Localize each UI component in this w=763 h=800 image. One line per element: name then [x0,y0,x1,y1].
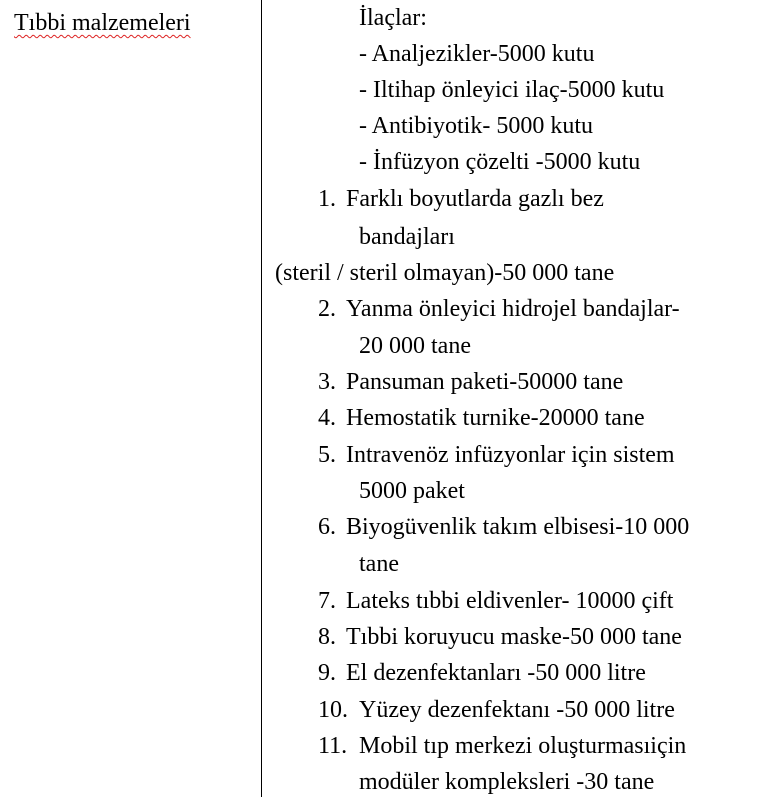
row-label-text: Tıbbi malzemeleri [14,10,191,36]
list-item-number: 4. [318,405,336,431]
list-item-number: 11. [318,733,348,759]
list-item-number: 5. [318,442,336,468]
list-item-number: 9. [318,660,336,686]
list-item-text: Tıbbi koruyucu maske-50 000 tane [346,624,682,650]
list-item-number: 8. [318,624,336,650]
list-item-number: 1. [318,186,336,212]
list-item-text: Biyogüvenlik takım elbisesi-10 000 [346,514,690,540]
drug-item: - Analjezikler-5000 kutu [359,41,595,67]
drugs-heading: İlaçlar: [359,5,427,31]
list-item-number: 10. [318,697,348,723]
drug-item: - İnfüzyon çözelti -5000 kutu [359,149,641,175]
list-item-number: 7. [318,588,336,614]
list-item-text: Intravenöz infüzyonlar için sistem [346,442,675,468]
drug-item: - Iltihap önleyici ilaç-5000 kutu [359,77,665,103]
list-item-text: Pansuman paketi-50000 tane [346,369,624,395]
list-item-text: Yüzey dezenfektanı -50 000 litre [359,697,675,723]
list-item-number: 2. [318,296,336,322]
list-item-text: modüler kompleksleri -30 tane [359,769,655,795]
list-item-text: El dezenfektanları -50 000 litre [346,660,646,686]
list-item-text: tane [359,551,399,577]
list-item-text: Yanma önleyici hidrojel bandajlar- [346,296,680,322]
list-item-text: Hemostatik turnike-20000 tane [346,405,645,431]
list-item-text: 20 000 tane [359,333,471,359]
list-item-number: 6. [318,514,336,540]
list-item-text: (steril / steril olmayan)-50 000 tane [275,260,615,286]
list-item-text: Farklı boyutlarda gazlı bez [346,186,604,212]
list-item-text: Mobil tıp merkezi oluşturmasıiçin [359,733,687,759]
list-item-text: bandajları [359,224,455,250]
list-item-text: 5000 paket [359,478,465,504]
list-item-number: 3. [318,369,336,395]
list-item-text: Lateks tıbbi eldivenler- 10000 çift [346,588,674,614]
drug-item: - Antibiyotik- 5000 kutu [359,113,593,139]
